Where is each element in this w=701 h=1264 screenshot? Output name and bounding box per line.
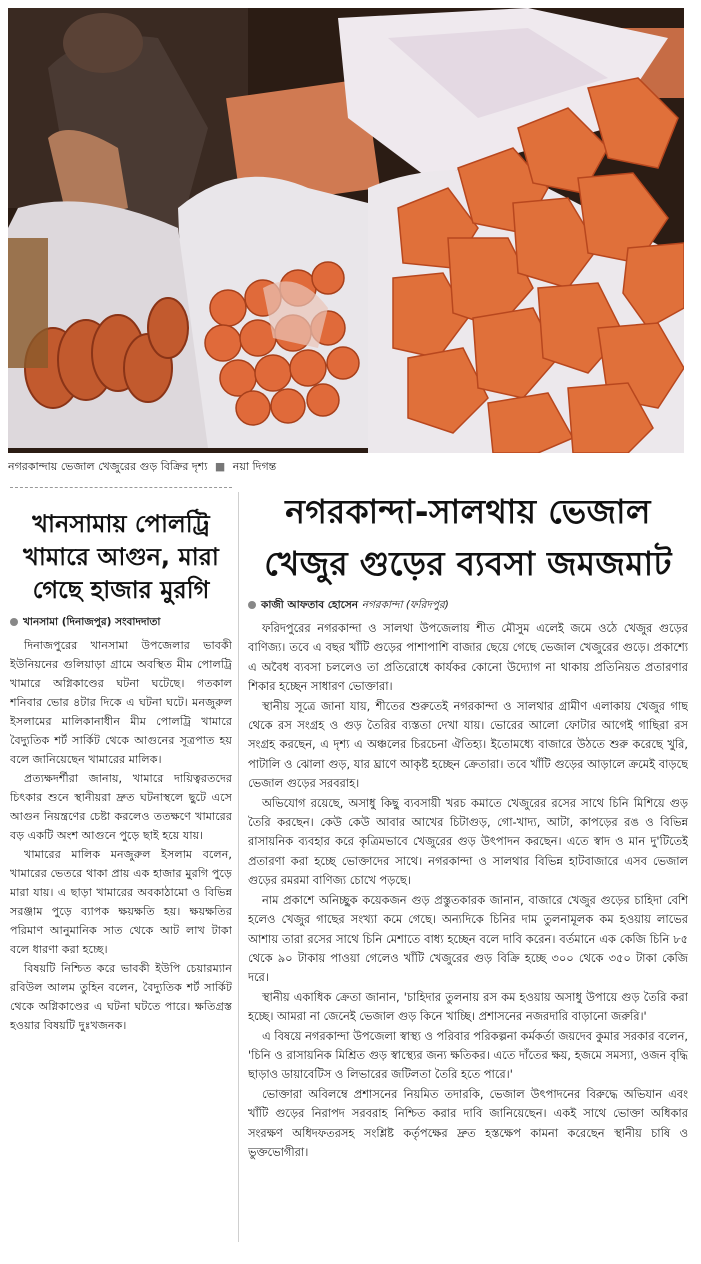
- photo-credit: নয়া দিগন্ত: [232, 460, 277, 473]
- paragraph: দিনাজপুরের খানসামা উপজেলার ভাবকী ইউনিয়নের গুলিয়াড়া গ্রামে অবস্থিত মীম পোলট্রি খামারে অগ্নিকাণ্ডের ঘটনা ঘটেছে। গতকাল শনিবার ভোর ৪টার দিকে এ ঘটনা ঘটে। মনজুরুল ইসলামের মালিকানাধীন মীম পোলট্রি খামারে বৈদ্যুতিক শর্ট সার্কিট থেকে আগুনের সূত্রপাত হয় বলে জানিয়েছেন খামারের মালিক।: [10, 639, 232, 766]
- paragraph: ভোক্তারা অবিলম্বে প্রশাসনের নিয়মিত তদারকি, ভেজাল উৎপাদনের বিরুদ্ধে অভিযান এবং খাঁটি গুড়ের নিরাপদ সরবরাহ নিশ্চিত করার দাবি জানিয়েছেন। একই সাথে ভোক্তা অধিকার সংরক্ষণ অধিদফতরসহ সংশ্লিষ্ট কর্তৃপক্ষের দ্রুত হস্তক্ষেপ কামনা করেছেন স্থানীয় চাষি ও ভুক্তভোগীরা।: [248, 1086, 688, 1159]
- caption-text: নগরকান্দায় ভেজাল খেজুরের গুড় বিক্রির দৃশ্য: [8, 460, 208, 473]
- main-story-headline: নগরকান্দা-সালথায় ভেজাল খেজুর গুড়ের ব্যবসা জমজমাট: [264, 492, 672, 583]
- left-story-body: [10, 636, 232, 1035]
- left-top-rule: [10, 487, 232, 488]
- paragraph: প্রত্যক্ষদর্শীরা জানায়, খামারে দায়িত্বরতদের চিৎকার শুনে স্থানীয়রা দ্রুত ঘটনাস্থলে ছুটে এসে আগুন নিয়ন্ত্রণের চেষ্টা করলেও ততক্ষণে খামারের বড় একটি অংশ আগুনে পুড়ে ছাই হয়ে যায়।: [10, 772, 232, 842]
- main-story: [248, 482, 688, 1252]
- paragraph: নাম প্রকাশে অনিচ্ছুক কয়েকজন গুড় প্রস্তুতকারক জানান, বাজারে খেজুর গুড়ের চাহিদা বেশি হলেও খেজুর গাছের সংখ্যা কমে গেছে। অন্যদিকে চিনির দাম তুলনামূলক কম হওয়ায় লাভের আশায় তারা রসের সাথে চিনি মেশাতে বাধ্য হচ্ছেন বলে দাবি করেন। বর্তমানে এক কেজি চিনি ৮৫ থেকে ৯০ টাকায় পাওয়া গেলেও খাঁটি খেজুরের গুড় বিক্রি হচ্ছে ৩০০ থেকে ৩৫০ টাকা কেজি দরে।: [248, 892, 688, 985]
- main-story-body: [248, 619, 688, 1162]
- left-story: [10, 492, 232, 1252]
- left-byline-text: খানসামা (দিনাজপুর) সংবাদদাতা: [23, 616, 161, 628]
- photo-caption: [8, 456, 684, 478]
- paragraph: এ বিষয়ে নগরকান্দা উপজেলা স্বাস্থ্য ও পরিবার পরিকল্পনা কর্মকর্তা জয়দেব কুমার সরকার বলেন, 'চিনি ও রাসায়নিক মিশ্রিত গুড় স্বাস্থ্যের জন্য ক্ষতিকর। এতে দাঁতের ক্ষয়, হজমে সমস্যা, ওজন বৃদ্ধি ছাড়াও ডায়াবেটিস ও লিভারের জটিলতা তৈরি হতে পারে।': [248, 1028, 688, 1082]
- left-story-headline: খানসামায় পোলট্রি খামারে আগুন, মারা গেছে হাজার মুরগি: [23, 510, 219, 604]
- caption-separator-icon: ■: [214, 460, 226, 473]
- paragraph: ফরিদপুরের নগরকান্দা ও সালথা উপজেলায় শীত মৌসুম এলেই জমে ওঠে খেজুর গুড়ের বাণিজ্য। তবে এ বছর খাঁটি গুড়ের পাশাপাশি বাজার ছেয়ে গেছে ভেজাল খেজুরের গুড়ে। প্রকাশ্যে এ অবৈধ ব্যবসা চললেও তা প্রতিরোধে কার্যকর কোনো উদ্যোগ না থাকায় প্রতিনিয়ত প্রতারণার শিকার হচ্ছেন সাধারণ ভোক্তারা।: [248, 621, 688, 694]
- main-story-byline: [248, 598, 688, 615]
- jaggery-market-illustration: [8, 8, 684, 453]
- bullet-icon: [10, 618, 18, 626]
- column-divider: [238, 492, 239, 1242]
- main-byline-name: কাজী আফতাব হোসেন: [261, 599, 359, 611]
- paragraph: স্থানীয় সূত্রে জানা যায়, শীতের শুরুতেই নগরকান্দা ও সালথার গ্রামীণ এলাকায় খেজুর গাছ থেকে রস সংগ্রহ ও গুড় তৈরির ব্যস্ততা দেখা যায়। ভোরের আলো ফোটার আগেই গাছিরা রস সংগ্রহ করছেন, এ দৃশ্য এ অঞ্চলের চিরচেনা ঐতিহ্য। ইতোমধ্যে বাজারে উঠতে শুরু করেছে খুরি, পাটালি ও ঝোলা গুড়, যার ঘ্রাণে আকৃষ্ট হচ্ছেন ক্রেতারা। তবে খাঁটি গুড়ের আড়ালে ক্রমেই বাড়ছে ভেজাল গুড়ের সরবরাহ।: [248, 698, 688, 791]
- left-story-byline: [10, 615, 232, 632]
- paragraph: বিষয়টি নিশ্চিত করে ভাবকী ইউপি চেয়ারম্যান রবিউল আলম তুহিন বলেন, বৈদ্যুতিক শর্ট সার্কিট থেকে অগ্নিকাণ্ডের এ ঘটনা ঘটতে পারে। ক্ষতিগ্রস্ত হওয়ার বিষয়টি দুঃখজনক।: [10, 962, 232, 1032]
- bullet-icon: [248, 601, 256, 609]
- paragraph: খামারের মালিক মনজুরুল ইসলাম বলেন, খামারের ভেতরে থাকা প্রায় এক হাজার মুরগি পুড়ে মারা যায়। এ ছাড়া খামারের অবকাঠামো ও বিভিন্ন সরঞ্জাম পুড়ে ব্যাপক ক্ষয়ক্ষতি হয়। ক্ষয়ক্ষতির পরিমাণ আনুমানিক সাত থেকে আট লাখ টাকা বলে ধারণা করা হচ্ছে।: [10, 848, 232, 956]
- paragraph: অভিযোগ রয়েছে, অসাধু কিছু ব্যবসায়ী খরচ কমাতে খেজুরের রসের সাথে চিনি মিশিয়ে গুড় তৈরি করছেন। কেউ কেউ আবার আখের চিটাগুড়, গো-খাদ্য, আটা, কাপড়ের রঙ ও বিভিন্ন রাসায়নিক ব্যবহার করে কৃত্রিমভাবে খেজুরের গুড় উৎপাদন করছেন। এতে স্বাদ ও মান দু'টিতেই প্রতারণা করা হচ্ছে ভোক্তাদের সাথে। নগরকান্দা ও সালথার বিভিন্ন হাটবাজারে এসব ভেজাল গুড়ের রমরমা বাণিজ্য চোখে পড়ছে।: [248, 795, 688, 888]
- main-byline-place: নগরকান্দা (ফরিদপুর): [361, 599, 449, 611]
- news-photo: [8, 8, 684, 453]
- paragraph: স্থানীয় একাধিক ক্রেতা জানান, 'চাহিদার তুলনায় রস কম হওয়ায় অসাধু উপায়ে গুড় তৈরি করা হচ্ছে। আমরা না জেনেই ভেজাল গুড় কিনে খাচ্ছি। প্রশাসনের নজরদারি বাড়ানো জরুরি।': [248, 989, 688, 1024]
